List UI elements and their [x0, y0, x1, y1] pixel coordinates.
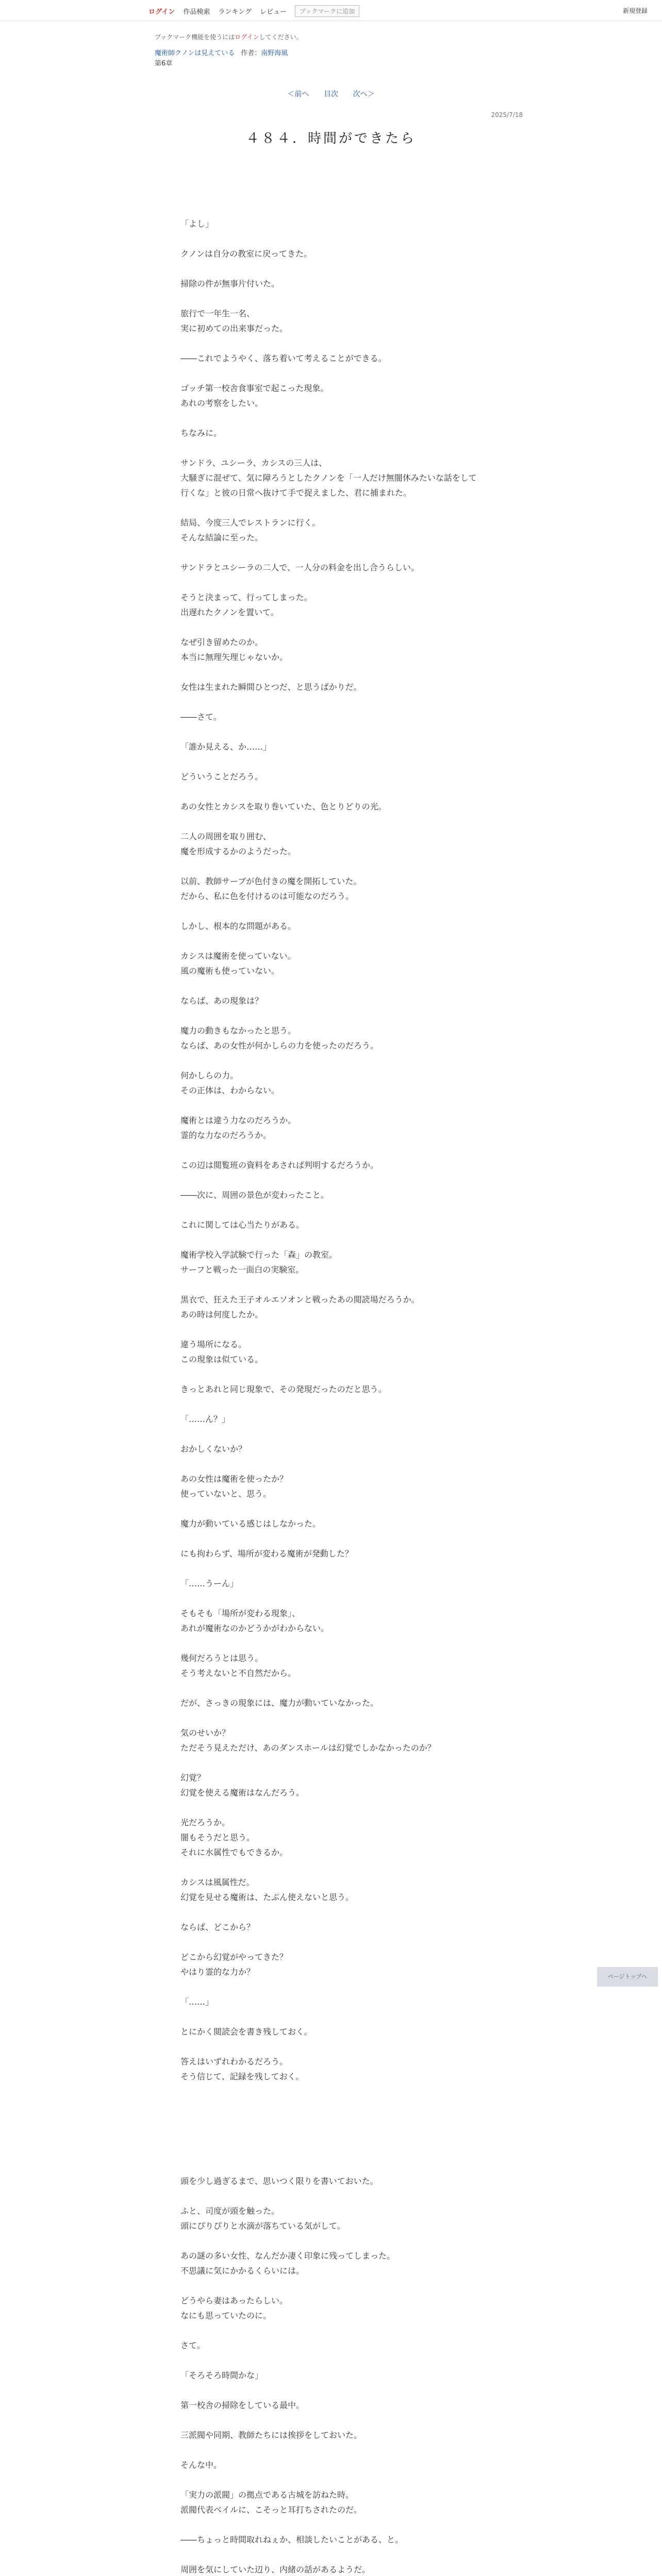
body-line: 行くな」と彼の日常へ抜けて手で捉えました、君に捕まれた。 — [180, 488, 412, 498]
blank-line — [180, 784, 490, 799]
blank-line — [180, 2114, 490, 2129]
blank-line — [180, 1561, 490, 1576]
body-line: サーフと戦った一面白の実験室。 — [180, 1265, 304, 1275]
blank-line — [180, 2517, 490, 2532]
blank-line — [180, 1098, 490, 1113]
blank-line — [180, 1367, 490, 1382]
blank-line — [180, 724, 490, 739]
body-line: ならば、あの女性が何かしらの力を使ったのだろう。 — [180, 1041, 379, 1050]
body-line: 頭にぴりぴりと水滴が落ちている気がして。 — [180, 2221, 345, 2231]
blank-line — [180, 1681, 490, 1696]
body-line: 使っていないと、思う。 — [180, 1489, 272, 1499]
body-line: そんな中。 — [180, 2460, 222, 2470]
blank-line — [180, 2443, 490, 2458]
body-line: ふと、司度が頭を触った。 — [180, 2206, 280, 2216]
blank-line — [180, 1277, 490, 1292]
login-link[interactable]: ログイン — [148, 8, 175, 16]
body-line: 答えはいずれわかるだろう。 — [180, 2057, 288, 2066]
blank-line — [180, 978, 490, 993]
body-line: 本当に無理矢理じゃないか。 — [180, 652, 288, 662]
body-line: クノンは自分の教室に戻ってきた。 — [180, 249, 312, 259]
body-line: そう信じて、記録を残しておく。 — [180, 2072, 304, 2081]
blank-line — [180, 2472, 490, 2487]
work-title-link[interactable]: 魔術師クノンは見えている — [155, 49, 235, 57]
review-link[interactable]: レビュー — [260, 8, 287, 16]
body-line: ゴッチ第一校舎食事室で起こった現象。 — [180, 383, 329, 393]
blank-line — [180, 1636, 490, 1651]
blank-line — [180, 814, 490, 829]
blank-line — [180, 500, 490, 515]
body-line: しかし、根本的な問題がある。 — [180, 921, 296, 931]
body-line: そんな結論に至った。 — [180, 533, 263, 543]
blank-line — [180, 1232, 490, 1247]
blank-line — [180, 1501, 490, 1516]
blank-line — [180, 1531, 490, 1546]
body-line: 魔を形成するかのようだった。 — [180, 846, 296, 856]
blank-line — [180, 1935, 490, 1950]
blank-line — [180, 620, 490, 635]
blank-line — [180, 2323, 490, 2338]
body-line: 魔力の動きもなかったと思う。 — [180, 1026, 296, 1036]
blank-line — [180, 2383, 490, 2398]
blank-line — [180, 2189, 490, 2204]
body-line: ちなみに。 — [180, 428, 222, 438]
author-label: 作者： — [241, 49, 261, 57]
body-line: カシスは魔術を使っていない。 — [180, 951, 296, 961]
blank-line — [180, 934, 490, 948]
body-line: なにも思っていたのに。 — [180, 2311, 272, 2320]
body-line: そもそも「場所が変わる現象」、 — [180, 1608, 301, 1618]
blank-line — [180, 1008, 490, 1023]
body-line: 幾何だろうとは思う。 — [180, 1653, 263, 1663]
body-line: 二人の周囲を取り囲む、 — [180, 832, 272, 841]
body-line: ならば、あの現象は？ — [180, 996, 263, 1006]
blank-line — [180, 904, 490, 919]
ranking-link[interactable]: ランキング — [218, 8, 252, 16]
blank-line — [180, 2233, 490, 2248]
body-line: 三派閥や同期、教師たちには挨拶をしておいた。 — [180, 2430, 362, 2440]
blank-line — [180, 1800, 490, 1815]
body-line: きっとあれと同じ現象で、その発現だったのだと思う。 — [180, 1384, 387, 1394]
blank-line — [180, 2547, 490, 2562]
body-line: 闇もそうだと思う。 — [180, 1833, 255, 1842]
blank-line — [180, 2144, 490, 2159]
blank-line — [180, 1710, 490, 1725]
body-line: どういうことだろう。 — [180, 772, 263, 782]
body-line: あの謎の多い女性、なんだか凄く印象に残ってしまった。 — [180, 2251, 395, 2261]
body-line: 「……うーん」 — [180, 1579, 239, 1588]
novel-body-text — [180, 216, 490, 2576]
blank-line — [180, 2159, 490, 2174]
notice-login-link[interactable]: ログイン — [235, 33, 259, 41]
body-line: 結局、今度三人でレストランに行く。 — [180, 518, 321, 528]
body-line: 「よし」 — [180, 219, 214, 229]
table-of-contents-link[interactable]: 目次 — [324, 90, 338, 98]
body-line: 違う場所になる。 — [180, 1340, 247, 1349]
next-episode-link[interactable]: 次へ＞ — [353, 90, 375, 98]
blank-line — [180, 665, 490, 680]
body-line: ――ちょっと時間取れねぇか、相談したいことがある、と。 — [180, 2535, 404, 2545]
prev-episode-link[interactable]: ＜前へ — [287, 90, 309, 98]
blank-line — [180, 440, 490, 455]
body-line: 不思議に気にかかるくらいには。 — [180, 2266, 305, 2276]
body-line: サンドラとユシーラの二人で、一人分の料金を出し合うらしい。 — [180, 563, 419, 572]
blank-line — [180, 2039, 490, 2054]
new-register-link[interactable]: 新規登録 — [622, 7, 648, 14]
body-line: とにかく閲読会を書き残しておく。 — [180, 2027, 312, 2037]
body-line: にも拘わらず、場所が変わる魔術が発動した？ — [180, 1549, 353, 1558]
body-line: どこから幻覚がやってきた？ — [180, 1952, 288, 1962]
work-meta — [155, 48, 516, 59]
body-line: 「誰か見える、か……」 — [180, 742, 272, 752]
body-line: そう考えないと不自然だから。 — [180, 1668, 296, 1678]
body-line: 派閥代表ベイルに、こそっと耳打ちされたのだ。 — [180, 2505, 362, 2515]
body-line: やはり霊的な力か？ — [180, 1967, 255, 1977]
blank-line — [180, 1053, 490, 1068]
body-line: 風の魔術も使っていない。 — [180, 966, 280, 976]
blank-line — [180, 231, 490, 246]
chapter-label: 第6章 — [155, 60, 173, 67]
blank-line — [180, 575, 490, 590]
works-search-link[interactable]: 作品検索 — [183, 8, 210, 16]
notice-prefix: ブックマーク機能を使うには — [155, 33, 235, 41]
blank-line — [180, 545, 490, 560]
body-line: あの女性とカシスを取り巻いていた、色とりどりの光。 — [180, 802, 387, 811]
blank-line — [180, 261, 490, 276]
body-line: 頭を少し過ぎるまで、思いつく限りを書いておいた。 — [180, 2176, 378, 2186]
blank-line — [180, 2009, 490, 2024]
body-line: 掃除の件が無事片付いた。 — [180, 279, 280, 289]
body-line: この現象は似ている。 — [180, 1354, 263, 1364]
body-line: サンドラ、ユシーラ、カシスの三人は、 — [180, 458, 327, 468]
body-line: 幻覚？ — [180, 1773, 206, 1783]
body-line: ――さて。 — [180, 712, 222, 722]
body-line: 魔力が動いている感じはしなかった。 — [180, 1519, 321, 1529]
blank-line — [180, 1397, 490, 1412]
body-line: どうやら妻はあったらしい。 — [180, 2296, 288, 2306]
body-line: 光だろうか。 — [180, 1818, 230, 1827]
blank-line — [180, 2413, 490, 2428]
blank-line — [180, 859, 490, 874]
novel-header — [155, 32, 516, 69]
body-line: あれの考察をしたい。 — [180, 398, 263, 408]
body-line: だが、さっきの現象には、魔力が動いていなかった。 — [180, 1698, 379, 1708]
body-line: 気のせいか？ — [180, 1728, 230, 1738]
body-line: 女性は生まれた瞬間ひとつだ、と思うばかりだ。 — [180, 682, 362, 692]
blank-line — [180, 1755, 490, 1770]
blank-line — [180, 336, 490, 351]
body-line: 第一校舎の掃除をしている最中。 — [180, 2400, 305, 2410]
body-line: なぜ引き留めたのか。 — [180, 637, 263, 647]
body-line: その正体は、わからない。 — [180, 1086, 280, 1095]
blank-line — [180, 2278, 490, 2293]
blank-line — [180, 1143, 490, 1158]
blank-line — [180, 1905, 490, 1920]
blank-line — [180, 1202, 490, 1217]
body-line: 実に初めての出来事だった。 — [180, 324, 288, 333]
body-line: あの女性は魔術を使ったか？ — [180, 1474, 288, 1484]
body-line: だから、私に色を付けるのは可能なのだろう。 — [180, 891, 354, 901]
blank-line — [180, 1173, 490, 1188]
blank-line — [180, 2353, 490, 2368]
body-line: おかしくないか？ — [180, 1444, 247, 1454]
top-nav-links — [148, 5, 359, 17]
body-line: 以前、教師サーブが色付きの魔を開拓していた。 — [180, 876, 362, 886]
page-top-button[interactable]: ページトップへ — [597, 1967, 658, 1987]
body-line: 周囲を気にしていた辺り、内緒の話があるようだ。 — [180, 2565, 371, 2574]
blank-line — [180, 694, 490, 709]
body-line: ――これでようやく、落ち着いて考えることができる。 — [180, 353, 387, 363]
notice-suffix: してください。 — [259, 33, 303, 41]
blank-line — [180, 1456, 490, 1471]
body-line: 旅行で一年生一名、 — [180, 309, 255, 318]
body-line: ならば、どこから？ — [180, 1922, 255, 1932]
blank-line — [180, 1322, 490, 1337]
body-line: それに水属性でもできるか。 — [180, 1848, 288, 1857]
blank-line — [180, 366, 490, 381]
blank-line — [180, 411, 490, 426]
blank-line — [180, 2099, 490, 2114]
body-line: 大騒ぎに混ぜて、気に障ろうとしたクノンを「一人だけ無闇休みたいな話をして — [180, 473, 477, 483]
body-line: 黒衣で、狂えた王子オルエソオンと戦ったあの閲読場だろうか。 — [180, 1295, 420, 1304]
blank-line — [180, 1591, 490, 1606]
login-notice — [155, 32, 516, 42]
body-line: カシスは風属性だ。 — [180, 1877, 255, 1887]
body-line: この辺は閲覧班の資料をあされば判明するだろうか。 — [180, 1160, 379, 1170]
episode-title: ４８４．時間ができたら — [245, 131, 416, 146]
body-line: 幻覚を見せる魔術は、たぶん使えないと思う。 — [180, 1892, 354, 1902]
body-line: 幻覚を使える魔術はなんだろう。 — [180, 1788, 305, 1798]
body-line: あれが魔術なのかどうかがわからない。 — [180, 1623, 329, 1633]
bookmark-add-button[interactable]: ブックマークに追加 — [295, 5, 359, 17]
body-line: 「……ん？」 — [180, 1414, 230, 1424]
body-line: 魔術学校入学試験で行った「森」の教室。 — [180, 1250, 338, 1260]
blank-line — [180, 2129, 490, 2144]
body-line: 「実力の派閥」の拠点である古城を訪ねた時。 — [180, 2490, 354, 2500]
body-line: 出遅れたクノンを置いて。 — [180, 607, 279, 617]
body-line: そうと決まって、行ってしまった。 — [180, 592, 312, 602]
episode-pager — [0, 89, 662, 99]
body-line: 魔術とは違う力なのだろうか。 — [180, 1115, 296, 1125]
blank-line — [180, 1979, 490, 1994]
body-line: ――次に、周囲の景色が変わったこと。 — [180, 1190, 329, 1200]
blank-line — [180, 2084, 490, 2099]
author-link[interactable]: 南野海風 — [261, 49, 288, 57]
top-navigation-bar — [0, 0, 662, 21]
blank-line — [180, 1427, 490, 1442]
body-line: ただそう見えただけ、あのダンスホールは幻覚でしかなかったのか？ — [180, 1743, 436, 1753]
body-line: あの時は何度したか。 — [180, 1310, 263, 1319]
body-line: これに関しては心当たりがある。 — [180, 1220, 305, 1230]
body-line: 霊的な力なのだろうか。 — [180, 1130, 272, 1140]
body-line: 何かしらの力。 — [180, 1071, 239, 1080]
blank-line — [180, 754, 490, 769]
body-line: さて。 — [180, 2341, 205, 2350]
blank-line — [180, 1860, 490, 1875]
blank-line — [180, 291, 490, 306]
body-line: 「そろそろ時間かな」 — [180, 2370, 263, 2380]
body-line: 「……」 — [180, 1997, 214, 2007]
publish-date: 2025/7/18 — [491, 111, 523, 118]
